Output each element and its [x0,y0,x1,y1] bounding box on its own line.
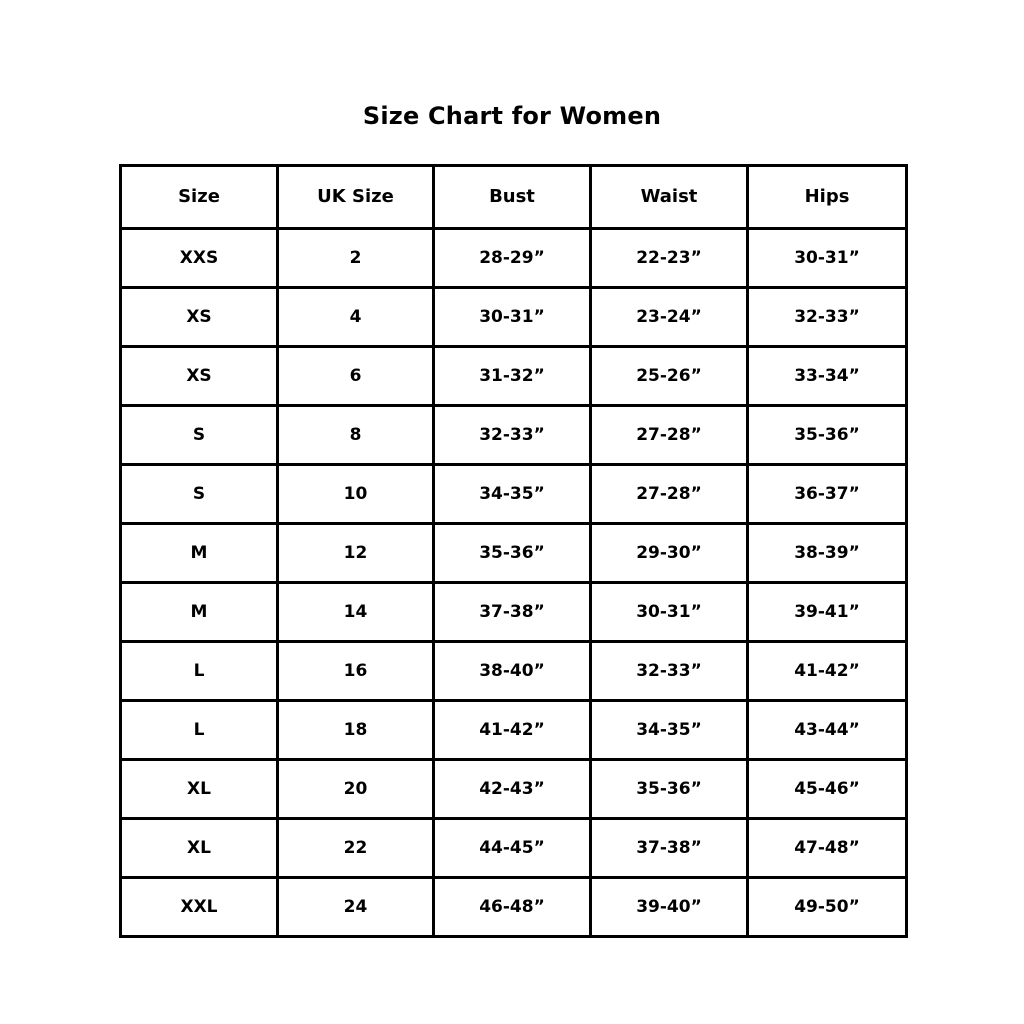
cell-bust: 32-33” [434,406,591,465]
cell-hips: 45-46” [748,760,907,819]
cell-size: XL [121,760,278,819]
column-header-uk-size: UK Size [278,166,434,229]
cell-waist: 22-23” [591,229,748,288]
cell-uk-size: 8 [278,406,434,465]
cell-bust: 38-40” [434,642,591,701]
cell-bust: 44-45” [434,819,591,878]
table-row [121,229,907,288]
cell-waist: 27-28” [591,465,748,524]
cell-hips: 49-50” [748,878,907,937]
cell-waist: 29-30” [591,524,748,583]
table-header [121,166,907,229]
cell-waist: 23-24” [591,288,748,347]
cell-size: L [121,701,278,760]
cell-bust: 34-35” [434,465,591,524]
cell-bust: 31-32” [434,347,591,406]
table-body [121,229,907,937]
cell-uk-size: 2 [278,229,434,288]
cell-waist: 37-38” [591,819,748,878]
cell-uk-size: 18 [278,701,434,760]
cell-uk-size: 20 [278,760,434,819]
cell-waist: 32-33” [591,642,748,701]
cell-hips: 30-31” [748,229,907,288]
table-row [121,465,907,524]
table-row [121,701,907,760]
table-row [121,583,907,642]
cell-hips: 43-44” [748,701,907,760]
table-row [121,642,907,701]
table-row [121,878,907,937]
cell-bust: 28-29” [434,229,591,288]
cell-hips: 39-41” [748,583,907,642]
cell-bust: 37-38” [434,583,591,642]
column-header-hips: Hips [748,166,907,229]
table-row [121,288,907,347]
cell-uk-size: 4 [278,288,434,347]
cell-waist: 30-31” [591,583,748,642]
cell-size: L [121,642,278,701]
cell-uk-size: 10 [278,465,434,524]
cell-size: M [121,524,278,583]
cell-hips: 38-39” [748,524,907,583]
cell-bust: 46-48” [434,878,591,937]
cell-waist: 25-26” [591,347,748,406]
cell-size: XL [121,819,278,878]
cell-bust: 35-36” [434,524,591,583]
cell-uk-size: 24 [278,878,434,937]
table-row [121,819,907,878]
cell-bust: 30-31” [434,288,591,347]
cell-hips: 32-33” [748,288,907,347]
column-header-bust: Bust [434,166,591,229]
cell-waist: 27-28” [591,406,748,465]
cell-waist: 39-40” [591,878,748,937]
cell-hips: 35-36” [748,406,907,465]
cell-uk-size: 22 [278,819,434,878]
size-chart-table-wrapper [119,164,905,938]
cell-uk-size: 14 [278,583,434,642]
cell-size: M [121,583,278,642]
table-header-row [121,166,907,229]
page-title: Size Chart for Women [362,102,662,130]
cell-uk-size: 12 [278,524,434,583]
cell-size: S [121,465,278,524]
cell-hips: 47-48” [748,819,907,878]
column-header-size: Size [121,166,278,229]
table-row [121,760,907,819]
cell-bust: 42-43” [434,760,591,819]
cell-size: XS [121,347,278,406]
table-row [121,524,907,583]
cell-size: XXS [121,229,278,288]
size-chart-table [119,164,908,938]
table-row [121,347,907,406]
cell-size: XS [121,288,278,347]
cell-hips: 41-42” [748,642,907,701]
cell-uk-size: 6 [278,347,434,406]
cell-hips: 33-34” [748,347,907,406]
table-row [121,406,907,465]
cell-waist: 35-36” [591,760,748,819]
cell-hips: 36-37” [748,465,907,524]
column-header-waist: Waist [591,166,748,229]
cell-uk-size: 16 [278,642,434,701]
cell-bust: 41-42” [434,701,591,760]
cell-waist: 34-35” [591,701,748,760]
cell-size: XXL [121,878,278,937]
cell-size: S [121,406,278,465]
